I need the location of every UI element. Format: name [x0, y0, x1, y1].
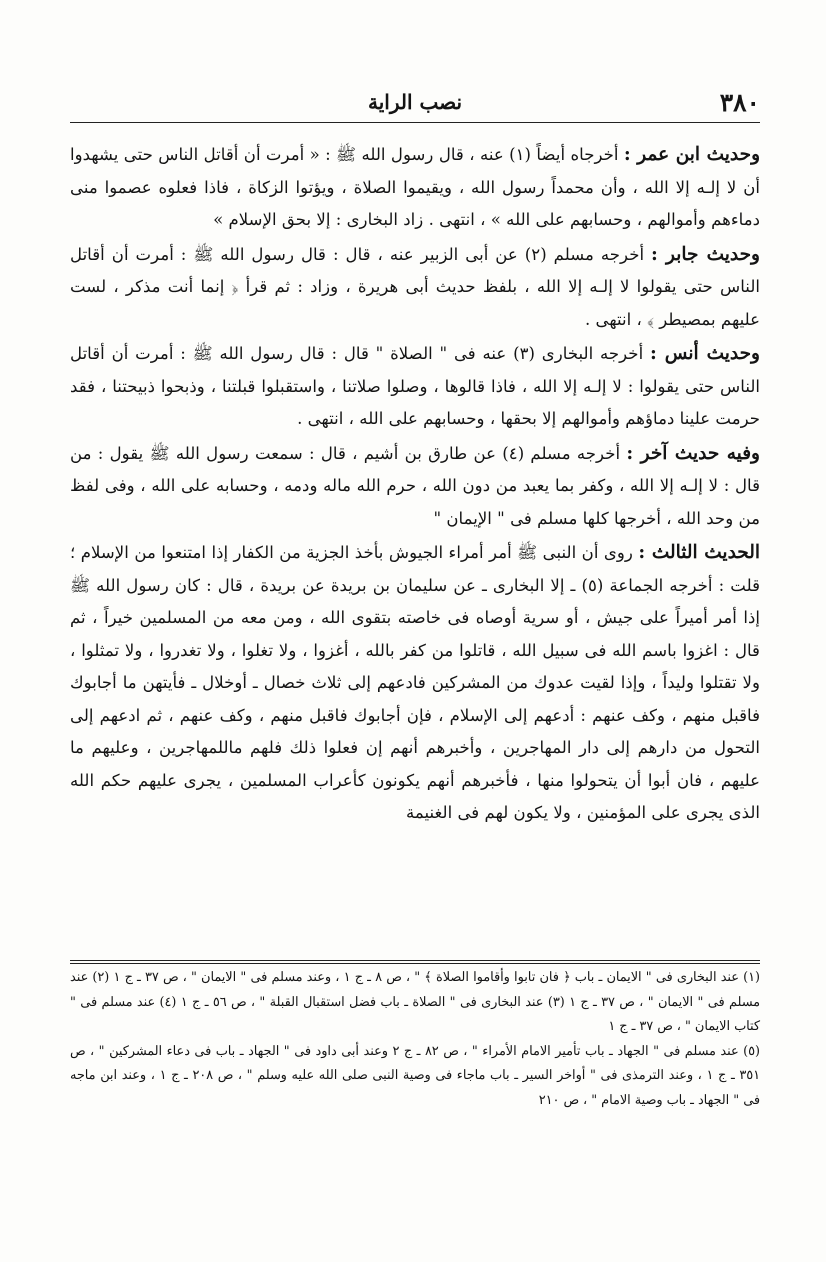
- paragraph-ibn-umar: [70, 139, 760, 237]
- running-header: [70, 86, 760, 123]
- paragraph-anas: [70, 338, 760, 436]
- paragraph-lead: وحديث جابر :: [651, 243, 760, 265]
- paragraph-lead: وحديث ابن عمر :: [623, 144, 761, 165]
- paragraph-text: أخرجه مسلم (٢) عن أبى الزبير عنه ، قال : قال رسول الله ﷺ : أمرت أن أقاتل الناس حتى يقولوا لا إلـه إلا الله ، بلفظ حديث أبى هريرة ، وزاد : ثم قرأ ﴿ إنما أنت مذكر ، لست عليهم بمصيطر ﴾ ، انتهى .: [70, 244, 760, 329]
- paragraph-another-hadith: [70, 438, 760, 536]
- paragraph-lead: وفيه حديث آخر :: [626, 442, 760, 464]
- main-text: [70, 139, 760, 830]
- paragraph-third-hadith: [70, 537, 760, 830]
- footnotes-section: [70, 960, 760, 1113]
- paragraph-lead: الحديث الثالث :: [638, 542, 761, 563]
- book-page: [70, 86, 760, 1176]
- footnote: (٥) عند مسلم فى " الجهاد ـ باب تأمير الامام الأمراء " ، ص ٨٢ ـ ج ٢ وعند أبى داود فى " الجهاد ـ باب فى دعاء المشركين " ، ص ٣٥١ ـ ج ١ ، وعند الترمذى فى " أواخر السير ـ باب ماجاء فى وصية النبى صلى الله عليه وسلم " ، ص ٢٠٨ ـ ج ١ ، وعند ابن ماجه فى " الجهاد ـ باب وصية الامام " ، ص ٢١٠: [70, 1043, 760, 1108]
- paragraph-text: أخرجه البخارى (٣) عنه فى " الصلاة " قال : قال رسول الله ﷺ : أمرت أن أقاتل الناس حتى يقولوا : لا إلـه إلا الله ، فاذا قالوها ، وصلوا صلاتنا ، واستقبلوا قبلتنا ، وذبحوا ذبيحتنا ، فقد حرمت علينا دماؤهم وأموالهم إلا بحقها ، وحسابهم على الله ، انتهى .: [70, 344, 760, 428]
- footnote: (١) عند البخارى فى " الايمان ـ باب ﴿ فان تابوا وأقاموا الصلاة ﴾ " ، ص ٨ ـ ج ١ ، وعند مسلم فى " الايمان " ، ص ٣٧ ـ ج ١ (٢) عند مسلم فى " الايمان " ، ص ٣٧ ـ ج ١ (٣) عند البخارى فى " الصلاة ـ باب فضل استقبال القبلة " ، ص ٥٦ ـ ج ١ (٤) عند مسلم فى " كتاب الايمان " ، ص ٣٧ ـ ج ١: [70, 970, 760, 1034]
- paragraph-lead: وحديث أنس :: [649, 343, 760, 364]
- running-title: نصب الراية: [367, 90, 463, 114]
- paragraph-text: أخرجاه أيضاً (١) عنه ، قال رسول الله ﷺ : « أمرت أن أقاتل الناس حتى يشهدوا أن لا إلـه إلا الله ، وأن محمداً رسول الله ، ويقيموا الصلاة ، ويؤتوا الزكاة ، فاذا فعلوه عصموا منى دماءهم وأموالهم ، وحسابهم على الله » ، انتهى . زاد البخارى : إلا بحق الإسلام »: [70, 145, 760, 229]
- paragraph-text: روى أن النبى ﷺ أمر أمراء الجيوش بأخذ الجزية من الكفار إذا امتنعوا من الإسلام ؛ قلت : أخرجه الجماعة (٥) ـ إلا البخارى ـ عن سليمان بن بريدة عن بريدة ، قال : كان رسول الله ﷺ إذا أمر أميراً على جيش ، أو سرية أوصاه فى خاصته بتقوى الله ، ومن معه من المسلمين خيراً ، ثم قال : اغزوا باسم الله فى سبيل الله ، قاتلوا من كفر بالله ، أغزوا ، ولا تغلوا ، ولا تغدروا ، ولا تمثلوا ، ولا تقتلوا وليداً ، وإذا لقيت عدوك من المشركين فادعهم إلى ثلاث خصال ـ أوخلال ـ فأيتهن ما أجابوك فاقبل منهم ، وكف عنهم : أدعهم إلى الإسلام ، فإن أجابوك فاقبل منهم ، وكف عنهم ، ثم ادعهم إلى التحول من دارهم إلى دار المهاجرين ، وأخبرهم أنهم إن فعلوا ذلك فلهم ماللمهاجرين ، وعليهم ما عليهم ، فان أبوا أن يتحولوا منها ، فأخبرهم أنهم يكونون كأعراب المسلمين ، يجرى عليهم حكم الله الذى يجرى على المؤمنين ، ولا يكون لهم فى الغنيمة: [70, 543, 761, 822]
- paragraph-jabir: [70, 239, 760, 337]
- page-number: ٣٨٠: [719, 88, 760, 117]
- paragraph-text: أخرجه مسلم (٤) عن طارق بن أشيم ، قال : سمعت رسول الله ﷺ يقول : من قال : لا إلـه إلا الله ، وكفر بما يعبد من دون الله ، حرم الله ماله ودمه ، وحسابه على الله ، وفى لفظ من وحد الله ، أخرجها كلها مسلم فى " الإيمان ": [70, 443, 760, 528]
